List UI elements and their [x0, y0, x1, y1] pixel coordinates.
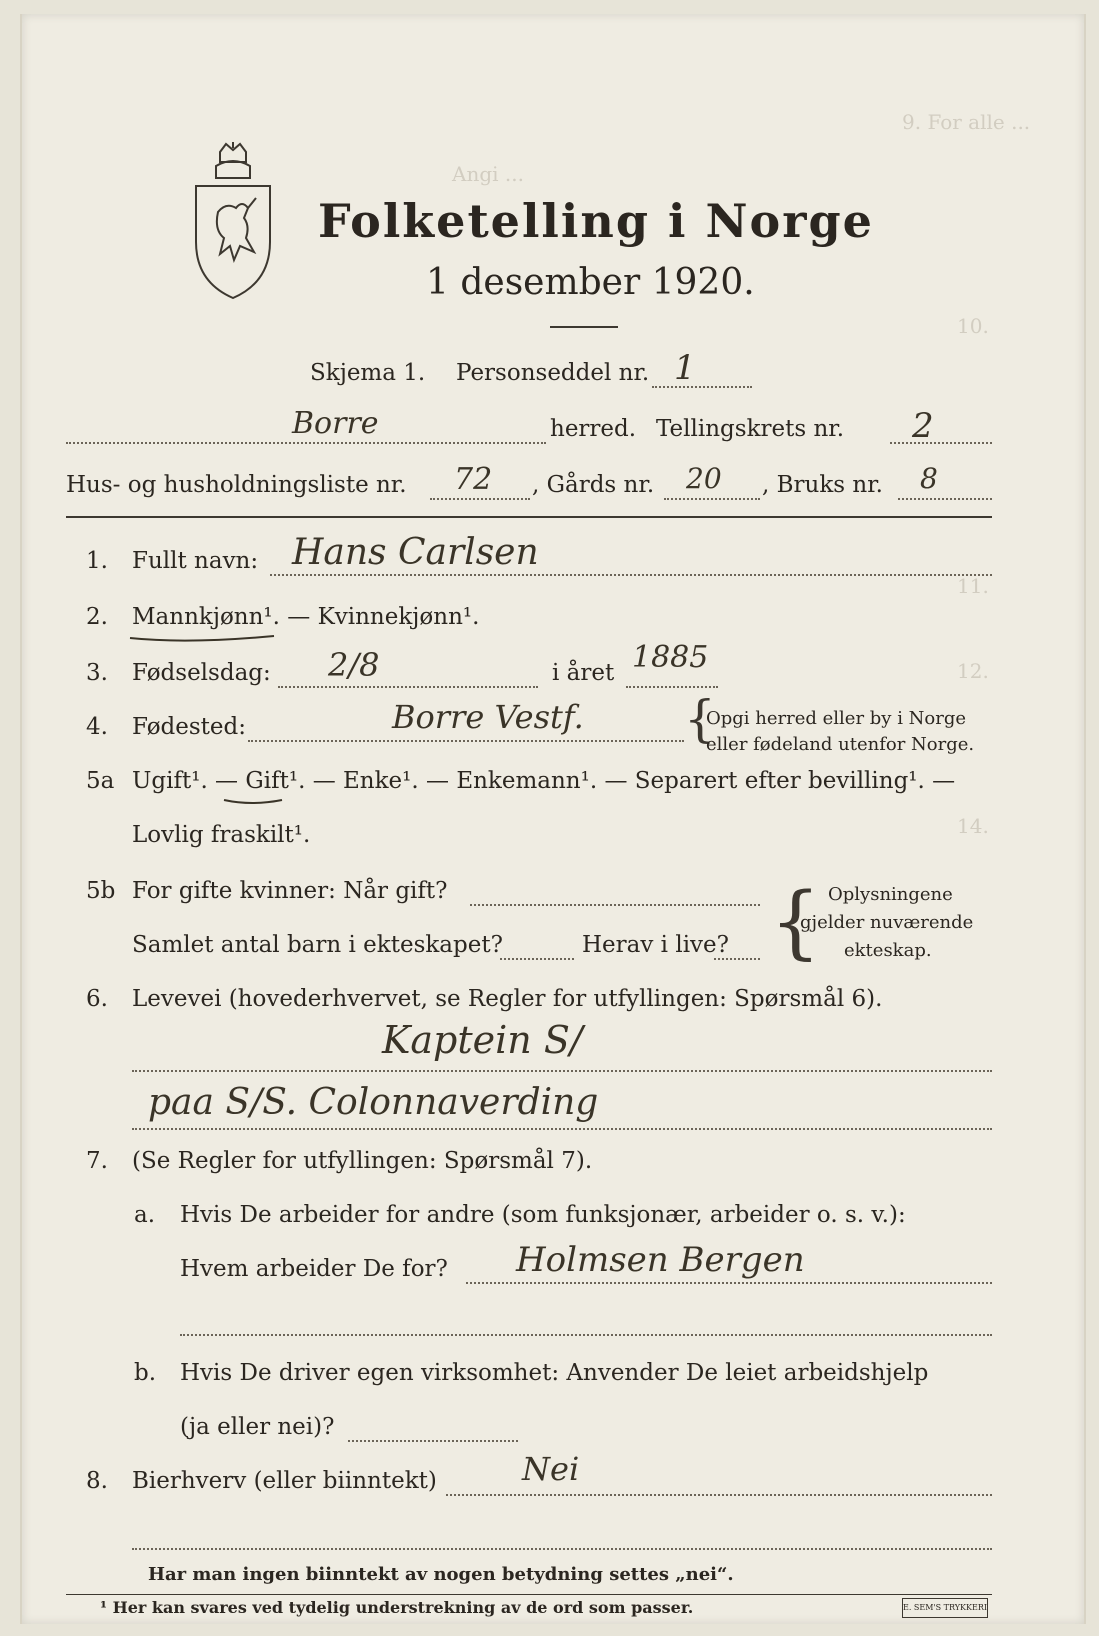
q5b-note-brace: { — [770, 875, 821, 968]
husliste-label: Hus- og husholdningsliste nr. — [66, 472, 407, 498]
q5b-line2b: Herav i live? — [582, 932, 729, 958]
husliste-value: 72 — [454, 462, 493, 497]
full-name-value: Hans Carlsen — [292, 532, 539, 573]
marriage-date-field[interactable] — [470, 904, 760, 906]
q1-number: 1. — [86, 548, 108, 574]
gift-underline-icon — [222, 796, 286, 808]
q8-note: Har man ingen biinntekt av nogen betydning settes „nei“. — [148, 1564, 734, 1585]
occupation-field-1[interactable] — [132, 1070, 992, 1072]
gards-field[interactable] — [664, 498, 760, 500]
occupation-field-2[interactable] — [132, 1128, 992, 1130]
q8-number: 8. — [86, 1468, 108, 1494]
skjema-label: Skjema 1. — [310, 360, 426, 386]
q5b-note3: ekteskap. — [844, 940, 932, 961]
tellingskrets-field[interactable] — [890, 442, 992, 444]
q5b-note1: Oplysningene — [828, 884, 953, 905]
mannkjonn-underline-icon — [128, 632, 278, 646]
herred-value: Borre — [292, 406, 379, 441]
personseddel-field[interactable] — [652, 386, 752, 388]
birthplace-value: Borre Vestf. — [392, 698, 584, 736]
bruks-field[interactable] — [898, 498, 992, 500]
title-divider — [550, 326, 618, 328]
bruks-value: 8 — [920, 462, 938, 495]
footnote-divider — [66, 1594, 992, 1595]
q7a-letter: a. — [134, 1202, 156, 1228]
q5b-note2: gjelder nuværende — [800, 912, 974, 933]
q5b-number: 5b — [86, 878, 116, 904]
birthplace-note-line2: eller fødeland utenfor Norge. — [706, 734, 975, 755]
herred-label: herred. — [550, 416, 637, 442]
printer-stamp — [902, 1598, 988, 1618]
birthyear-value: 1885 — [632, 640, 709, 675]
side-income-value: Nei — [522, 1450, 580, 1488]
occupation-value-1: Kaptein S/ — [382, 1018, 583, 1062]
children-count-field[interactable] — [500, 958, 574, 960]
birthplace-note-line1: Opgi herred eller by i Norge — [706, 708, 967, 729]
q5b-line1: For gifte kvinner: Når gift? — [132, 878, 448, 904]
employer-value: Holmsen Bergen — [516, 1240, 805, 1280]
birthdate-value: 2/8 — [328, 646, 380, 684]
gards-value: 20 — [686, 462, 722, 495]
census-form-sheet: 9. For alle ... Angi ... 10. 11. 12. 14. Folketelling i Norge 1 desember 1920. Skjema 1. Personseddel nr. 1 Borre herred. Tellingskrets nr. 2 Hus- og husholdningsliste nr. 72 , Gårds nr. 20 , Bruks nr. 8 1. Fullt navn: Hans Carlsen 2. Mannkjønn¹. — Kvinnekjønn¹. 3. Fødselsdag: 2/8 i året 1885 4. Fødested: Borre Vestf. { Opgi herred eller by i Norge eller fødeland utenfor Norge. 5a Ugift¹. — Gift¹. — Enke¹. — Enkemann¹. — Separert efter bevilling¹. — Lovlig fraskilt¹. 5b For gifte kvinner: Når gift? Samlet antal barn i ekteskapet? Herav i live? { Oplysningene gjelder nuværende ekteskap. 6. Levevei (hovederhvervet, se Regler for utfyllingen: Spørsmål 6). Kaptein S/ paa S/S. Colonnaverding 7. (Se Regler for utfyllingen: Spørsmål 7). a. Hvis De arbeider for andre (som funksjonær, arbeider o. s. v.): Hvem arbeider De for? Holmsen Bergen b. Hvis De driver egen virksomhet: Anvender De leiet arbeidshjelp (ja eller nei)? 8. Bierhverv (eller biinntekt) Nei Har man ingen biinntekt av nogen betydning settes „nei“. ¹ Her kan svares ved tydelig understrekning av de ord som passer. E. SEM'S TRYKKERI — [20, 14, 1086, 1624]
q5b-line2a: Samlet antal barn i ekteskapet? — [132, 932, 503, 958]
q3-label: Fødselsdag: — [132, 660, 271, 686]
footnote: ¹ Her kan svares ved tydelig understrekning av de ord som passer. — [100, 1598, 694, 1617]
q5a-line2: Lovlig fraskilt¹. — [132, 822, 311, 848]
birthplace-field[interactable] — [248, 740, 684, 742]
birthyear-field[interactable] — [626, 686, 718, 688]
q6-label: Levevei (hovederhvervet, se Regler for utfyllingen: Spørsmål 6). — [132, 986, 883, 1012]
q7b-line2: (ja eller nei)? — [180, 1414, 335, 1440]
herred-field[interactable] — [66, 442, 546, 444]
gards-label: , Gårds nr. — [532, 472, 655, 498]
full-name-field[interactable] — [270, 574, 992, 576]
norway-coat-of-arms-icon — [190, 142, 276, 302]
side-income-field[interactable] — [446, 1494, 992, 1496]
birthdate-field[interactable] — [278, 686, 538, 688]
header-divider — [66, 516, 992, 518]
q5a-number: 5a — [86, 768, 115, 794]
employer-field[interactable] — [466, 1282, 992, 1284]
q5a-line1: Ugift¹. — Gift¹. — Enke¹. — Enkemann¹. — Separert efter bevilling¹. — — [132, 768, 956, 794]
q7-label: (Se Regler for utfyllingen: Spørsmål 7). — [132, 1148, 593, 1174]
q7-number: 7. — [86, 1148, 108, 1174]
q2-number: 2. — [86, 604, 108, 630]
q6-number: 6. — [86, 986, 108, 1012]
q4-number: 4. — [86, 714, 108, 740]
personseddel-value: 1 — [674, 348, 696, 388]
q1-label: Fullt navn: — [132, 548, 259, 574]
occupation-value-2: paa S/S. Colonnaverding — [148, 1082, 599, 1123]
form-title: Folketelling i Norge — [318, 194, 874, 248]
q4-label: Fødested: — [132, 714, 247, 740]
q2-label: Mannkjønn¹. — Kvinnekjønn¹. — [132, 604, 480, 630]
husliste-field[interactable] — [430, 498, 530, 500]
q7b-letter: b. — [134, 1360, 157, 1386]
printer-stamp-text: E. SEM'S TRYKKERI — [903, 1603, 988, 1612]
side-income-field-2[interactable] — [132, 1548, 992, 1550]
hired-help-field[interactable] — [348, 1440, 518, 1442]
children-alive-field[interactable] — [714, 958, 760, 960]
q7a-line1: Hvis De arbeider for andre (som funksjonær, arbeider o. s. v.): — [180, 1202, 906, 1228]
q7b-line1: Hvis De driver egen virksomhet: Anvender De leiet arbeidshjelp — [180, 1360, 929, 1386]
census-date: 1 desember 1920. — [426, 262, 755, 303]
year-label: i året — [552, 660, 615, 686]
q3-number: 3. — [86, 660, 108, 686]
tellingskrets-value: 2 — [912, 406, 934, 446]
bruks-label: , Bruks nr. — [762, 472, 883, 498]
personseddel-label: Personseddel nr. — [456, 360, 650, 386]
tellingskrets-label: Tellingskrets nr. — [656, 416, 845, 442]
q8-label: Bierhverv (eller biinntekt) — [132, 1468, 437, 1494]
q7a-line2: Hvem arbeider De for? — [180, 1256, 448, 1282]
birthplace-note-brace: { — [684, 690, 716, 748]
employer-field-2[interactable] — [180, 1334, 992, 1336]
